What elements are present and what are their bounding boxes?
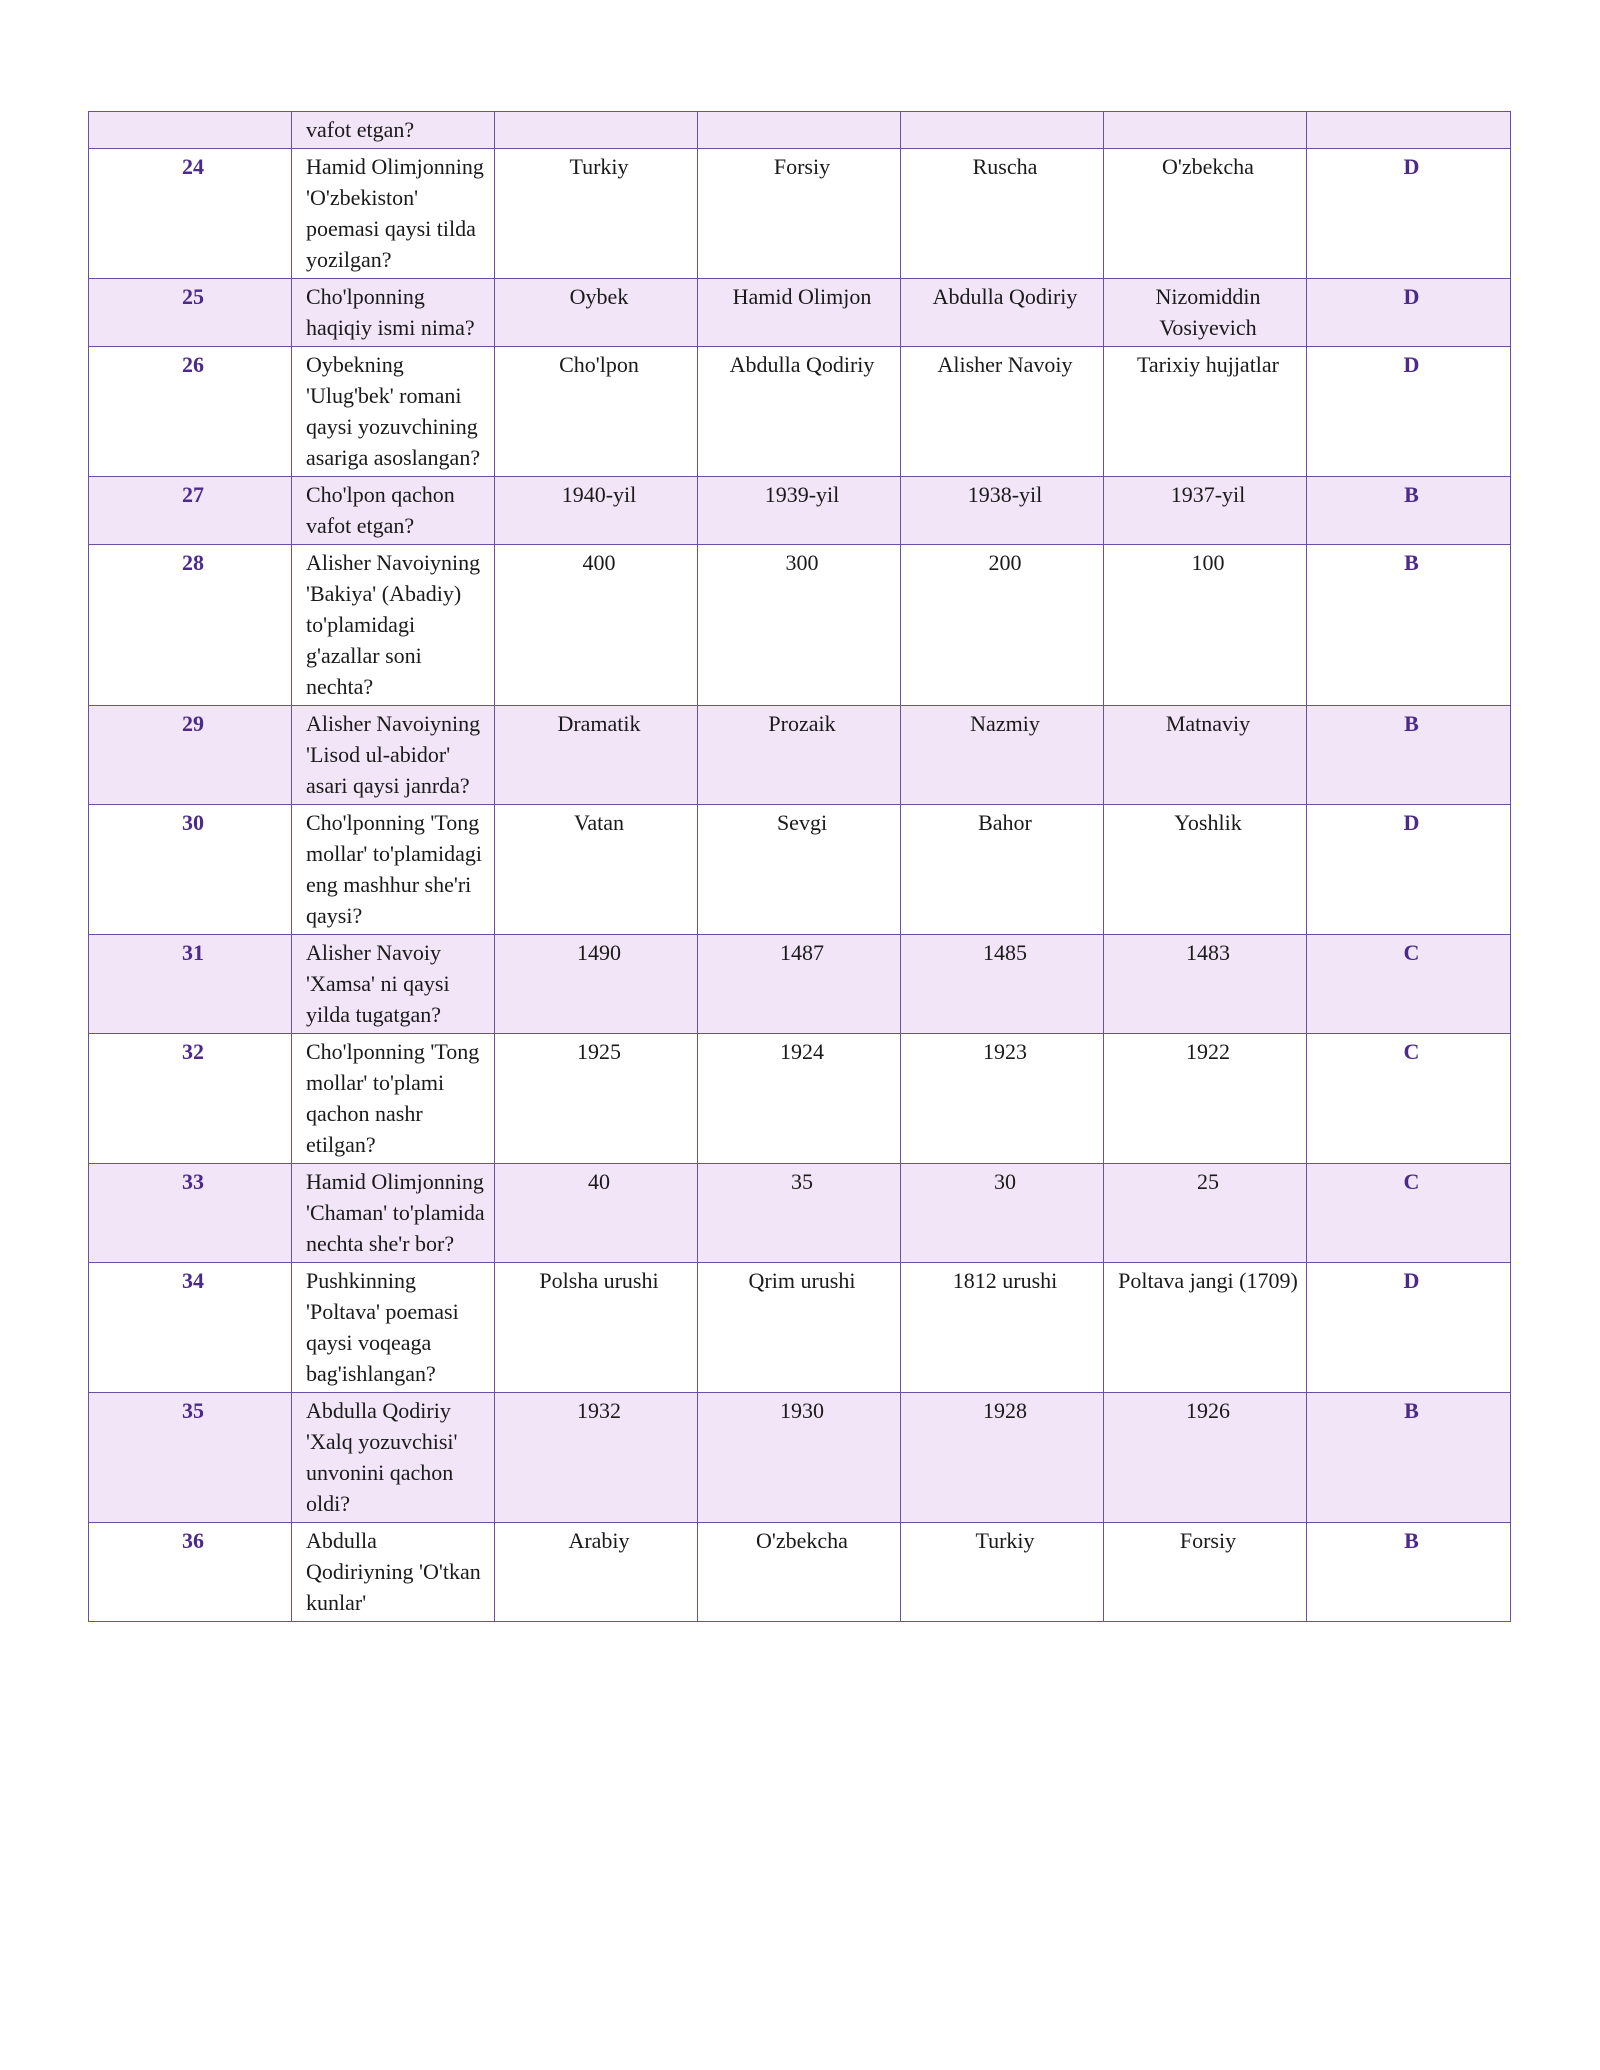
correct-answer: C — [1307, 1164, 1511, 1263]
option-a: 40 — [495, 1164, 698, 1263]
question-text: Hamid Olimjonning 'Chaman' to'plamida nechta she'r bor? — [292, 1164, 495, 1263]
correct-answer: D — [1307, 1263, 1511, 1393]
correct-answer: D — [1307, 805, 1511, 935]
option-b: 1487 — [698, 935, 901, 1034]
option-b: Sevgi — [698, 805, 901, 935]
question-number: 24 — [89, 149, 292, 279]
correct-answer: B — [1307, 1393, 1511, 1523]
option-c: 200 — [901, 545, 1104, 706]
option-c: 1485 — [901, 935, 1104, 1034]
option-d: 100 — [1104, 545, 1307, 706]
option-a — [495, 112, 698, 149]
question-number: 30 — [89, 805, 292, 935]
option-b: 35 — [698, 1164, 901, 1263]
option-d: O'zbekcha — [1104, 149, 1307, 279]
question-text: Alisher Navoiyning 'Lisod ul-abidor' asari qaysi janrda? — [292, 706, 495, 805]
option-b: Prozaik — [698, 706, 901, 805]
option-b: Qrim urushi — [698, 1263, 901, 1393]
question-number: 32 — [89, 1034, 292, 1164]
correct-answer: B — [1307, 706, 1511, 805]
option-a: Dramatik — [495, 706, 698, 805]
correct-answer — [1307, 112, 1511, 149]
table-row — [89, 706, 1511, 805]
table-row — [89, 935, 1511, 1034]
question-text: Cho'lponning 'Tong mollar' to'plamidagi eng mashhur she'ri qaysi? — [292, 805, 495, 935]
question-text: Alisher Navoiy 'Xamsa' ni qaysi yilda tugatgan? — [292, 935, 495, 1034]
option-a: Polsha urushi — [495, 1263, 698, 1393]
option-c — [901, 112, 1104, 149]
correct-answer: B — [1307, 477, 1511, 545]
option-a: Arabiy — [495, 1523, 698, 1622]
option-b: O'zbekcha — [698, 1523, 901, 1622]
option-c: Abdulla Qodiriy — [901, 279, 1104, 347]
option-a: Vatan — [495, 805, 698, 935]
option-c: Turkiy — [901, 1523, 1104, 1622]
option-c: 1812 urushi — [901, 1263, 1104, 1393]
question-number: 35 — [89, 1393, 292, 1523]
correct-answer: B — [1307, 1523, 1511, 1622]
correct-answer: C — [1307, 935, 1511, 1034]
option-a: 1490 — [495, 935, 698, 1034]
question-number: 26 — [89, 347, 292, 477]
table-row — [89, 477, 1511, 545]
question-text: Hamid Olimjonning 'O'zbekiston' poemasi qaysi tilda yozilgan? — [292, 149, 495, 279]
option-b: 1939-yil — [698, 477, 901, 545]
table-row — [89, 1164, 1511, 1263]
question-number: 28 — [89, 545, 292, 706]
option-b: 1924 — [698, 1034, 901, 1164]
quiz-table-body — [89, 112, 1511, 1622]
correct-answer: B — [1307, 545, 1511, 706]
table-row — [89, 545, 1511, 706]
option-c: Ruscha — [901, 149, 1104, 279]
option-a: Cho'lpon — [495, 347, 698, 477]
question-number: 34 — [89, 1263, 292, 1393]
table-row — [89, 1523, 1511, 1622]
correct-answer: D — [1307, 279, 1511, 347]
correct-answer: D — [1307, 347, 1511, 477]
option-c: 1923 — [901, 1034, 1104, 1164]
question-number: 27 — [89, 477, 292, 545]
option-d: 1937-yil — [1104, 477, 1307, 545]
option-b: 1930 — [698, 1393, 901, 1523]
option-d: Tarixiy hujjatlar — [1104, 347, 1307, 477]
option-d: 25 — [1104, 1164, 1307, 1263]
table-row — [89, 805, 1511, 935]
table-row — [89, 149, 1511, 279]
table-row — [89, 1263, 1511, 1393]
option-b — [698, 112, 901, 149]
option-d: Poltava jangi (1709) — [1104, 1263, 1307, 1393]
question-text: Cho'lponning 'Tong mollar' to'plami qachon nashr etilgan? — [292, 1034, 495, 1164]
option-d: Nizomiddin Vosiyevich — [1104, 279, 1307, 347]
question-text: Abdulla Qodiriy 'Xalq yozuvchisi' unvonini qachon oldi? — [292, 1393, 495, 1523]
question-text: vafot etgan? — [292, 112, 495, 149]
option-d: Matnaviy — [1104, 706, 1307, 805]
option-c: 1928 — [901, 1393, 1104, 1523]
option-b: Abdulla Qodiriy — [698, 347, 901, 477]
correct-answer: C — [1307, 1034, 1511, 1164]
option-b: 300 — [698, 545, 901, 706]
option-a: Oybek — [495, 279, 698, 347]
question-text: Cho'lponning haqiqiy ismi nima? — [292, 279, 495, 347]
question-number: 29 — [89, 706, 292, 805]
table-row — [89, 279, 1511, 347]
option-d: Yoshlik — [1104, 805, 1307, 935]
table-row — [89, 112, 1511, 149]
question-text: Abdulla Qodiriyning 'O'tkan kunlar' — [292, 1523, 495, 1622]
option-d — [1104, 112, 1307, 149]
option-a: 400 — [495, 545, 698, 706]
option-b: Forsiy — [698, 149, 901, 279]
question-number: 25 — [89, 279, 292, 347]
option-c: 30 — [901, 1164, 1104, 1263]
option-c: Alisher Navoiy — [901, 347, 1104, 477]
question-number: 36 — [89, 1523, 292, 1622]
option-b: Hamid Olimjon — [698, 279, 901, 347]
option-a: 1940-yil — [495, 477, 698, 545]
option-c: 1938-yil — [901, 477, 1104, 545]
table-row — [89, 1393, 1511, 1523]
option-d: 1922 — [1104, 1034, 1307, 1164]
question-text: Cho'lpon qachon vafot etgan? — [292, 477, 495, 545]
table-row — [89, 1034, 1511, 1164]
option-a: 1925 — [495, 1034, 698, 1164]
question-text: Oybekning 'Ulug'bek' romani qaysi yozuvchining asariga asoslangan? — [292, 347, 495, 477]
question-text: Alisher Navoiyning 'Bakiya' (Abadiy) to'plamidagi g'azallar soni nechta? — [292, 545, 495, 706]
option-d: Forsiy — [1104, 1523, 1307, 1622]
question-number: 31 — [89, 935, 292, 1034]
correct-answer: D — [1307, 149, 1511, 279]
option-a: Turkiy — [495, 149, 698, 279]
option-d: 1483 — [1104, 935, 1307, 1034]
question-text: Pushkinning 'Poltava' poemasi qaysi voqeaga bag'ishlangan? — [292, 1263, 495, 1393]
table-row — [89, 347, 1511, 477]
question-number — [89, 112, 292, 149]
question-number: 33 — [89, 1164, 292, 1263]
option-c: Nazmiy — [901, 706, 1104, 805]
option-c: Bahor — [901, 805, 1104, 935]
option-a: 1932 — [495, 1393, 698, 1523]
quiz-table — [88, 111, 1511, 1622]
option-d: 1926 — [1104, 1393, 1307, 1523]
